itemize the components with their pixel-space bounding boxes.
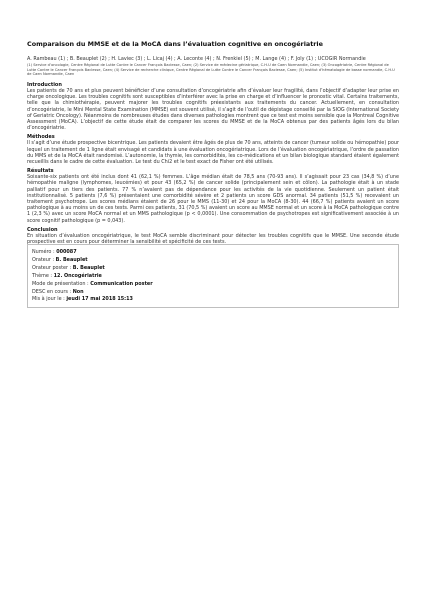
meta-theme [32,273,394,281]
meta-value: B. Beauplet [55,256,88,263]
section-heading: Méthodes [27,134,55,141]
meta-value: Non [72,288,84,295]
meta-label: Thème : [32,272,54,279]
section-conclusion [27,227,399,245]
meta-value: B. Beauplet [72,264,105,271]
meta-label: Orateur poster : [32,264,73,271]
section-body: Les patients de 70 ans et plus peuvent bénéficier d’une consultation d’oncogériatrie afin d’évaluer leur fragilité, dans l’objectif d’adapter leur prise en charge oncologique. Les troubles cognitifs sont susceptibles d’interférer avec la prise en charge et d’influencer le pronostic vital. Certains traitements, telle que la chimiothérapie, peuvent majorer les troubles cognitifs préexistants aux traitements du cancer. Actuellement, en consultation d’oncogériatrie, le Mini Mental State Examination (MMSE) est souvent utilisé, il s’agit de l’outil de dépistage conseillé par la SIOG (International Society of Geriatric Oncology). Néanmoins de nombreuses études dans diverses pathologies montrent que ce test est moins sensible que la Montreal Cognitive Assessment (MoCA). L’objectif de cette étude était de comparer les scores du MMSE et de la MoCA obtenus par des patients âgés lors du bilan d’oncogériatrie. [27,87,399,132]
meta-label: Mis à jour le : [32,296,67,303]
meta-label: DESC en cours : [32,288,73,295]
meta-label: Orateur : [32,256,56,263]
section-body: Il s’agit d’une étude prospective bicentrique. Les patients devaient être âgés de plus de 70 ans, atteints de cancer (tumeur solide ou hémopathie) pour lequel un traitement de 1 ligne était envisagé et candidats à une évaluation oncogériatrique. Lors de l’évaluation oncogériatrique, l’ordre de passation du MMS et de la MoCA était randomisé. L’autonomie, la thymie, les comorbidités, les co-médications et un bilan biologique standard étaient également recueillis dans le cadre de cette évaluation. Le test du Chi2 et le test exact de Fisher ont été utilisés. [27,140,399,166]
section-heading: Conclusion [27,226,58,233]
meta-updated [32,296,394,304]
section-heading: Introduction [27,81,62,88]
section-methodes [27,134,399,165]
meta-label: Numéro : [32,249,57,255]
section-introduction [27,82,399,131]
meta-orateur [32,257,394,265]
affiliations: (1) Service d’oncologie, Centre Régional de Lutte Contre le Cancer François Baclesse, Caen; (2) Service de médecine gériatrique, C.H.U de Caen Normandie, Caen; (3) Oncogériatrie, Centre Régional de Lutte Contre le Cancer François Baclesse, Caen; (4) Service de recherche clinique, Centre Régional de Lutte Contre le Cancer François Baclesse, Caen; (5) Institut d’hématologie de basse normandie, C.H.U de Caen Normandie, Caen [27,63,395,77]
meta-orateur-poster [32,265,394,273]
section-body: Soixante-six patients ont été inclus dont 41 (62,1 %) femmes. L’âge médian était de 78,5 ans (70-93 ans). Il s’agissait pour 23 cas (34,8 %) d’une hémopathie maligne (lymphomes, leucémies) et pour 43 (65,2 %) de cancer solide (principalement sein et côlon). La pathologie était à un stade palliatif pour un tiers des patients. 77 % n’avaient pas de dépendance pour les activités de la vie quotidienne. Seulement un patient était institutionnalisé. 5 patients (7,6 %) présentaient une comorbidité sévère et 2 patients un score GDS anormal. 34 patients (51,5 %) recevaient un traitement psychotrope. Les scores médians étaient de 26 pour le MMS (11-30) et 24 pour la MoCA (8-30). 44 (66,7 %) patients avaient un score pathologique à au moins un de ces tests. Parmi ces patients, 31 (70,5 %) avaient un score au MMSE normal et un score à la MoCA pathologique contre 1 (2,3 %) avec un score MoCA normal et un MMS pathologique (p < 0,0001). Une consommation de psychotropes est significativement associée à un score cognitif pathologique (p = 0,043). [27,174,399,224]
author-list: A. Rambeau (1) ; B. Beauplet (2) ; H. Laviec (3) ; L. Licaj (4) ; A. Leconte (4) ; N. Frenkiel (5) ; M. Lange (4) ; F. Joly (1) ; UCOGIR Normandie [27,56,366,62]
section-heading: Résultats [27,168,54,175]
meta-mode [32,281,394,289]
section-body: En situation d’évaluation oncogériatrique, le test MoCA semble discriminant pour détecter les troubles cognitifs que le MMSE. Une seconde étude prospective est en cours pour déterminer la sensibilité et spécificité de ces tests. [27,232,399,246]
meta-value: jeudi 17 mai 2018 15:13 [66,296,133,303]
section-resultats [27,168,399,224]
meta-label: Mode de présentation : [32,280,91,287]
meta-value: 000087 [56,249,77,255]
submission-metadata-box [27,244,399,308]
meta-value: 12. Oncogériatrie [53,272,102,279]
abstract-title: Comparaison du MMSE et de la MoCA dans l’évaluation cognitive en oncogériatrie [27,40,323,48]
meta-numero [32,249,394,257]
meta-value: Communication poster [90,280,153,287]
abstract-page [27,40,399,245]
